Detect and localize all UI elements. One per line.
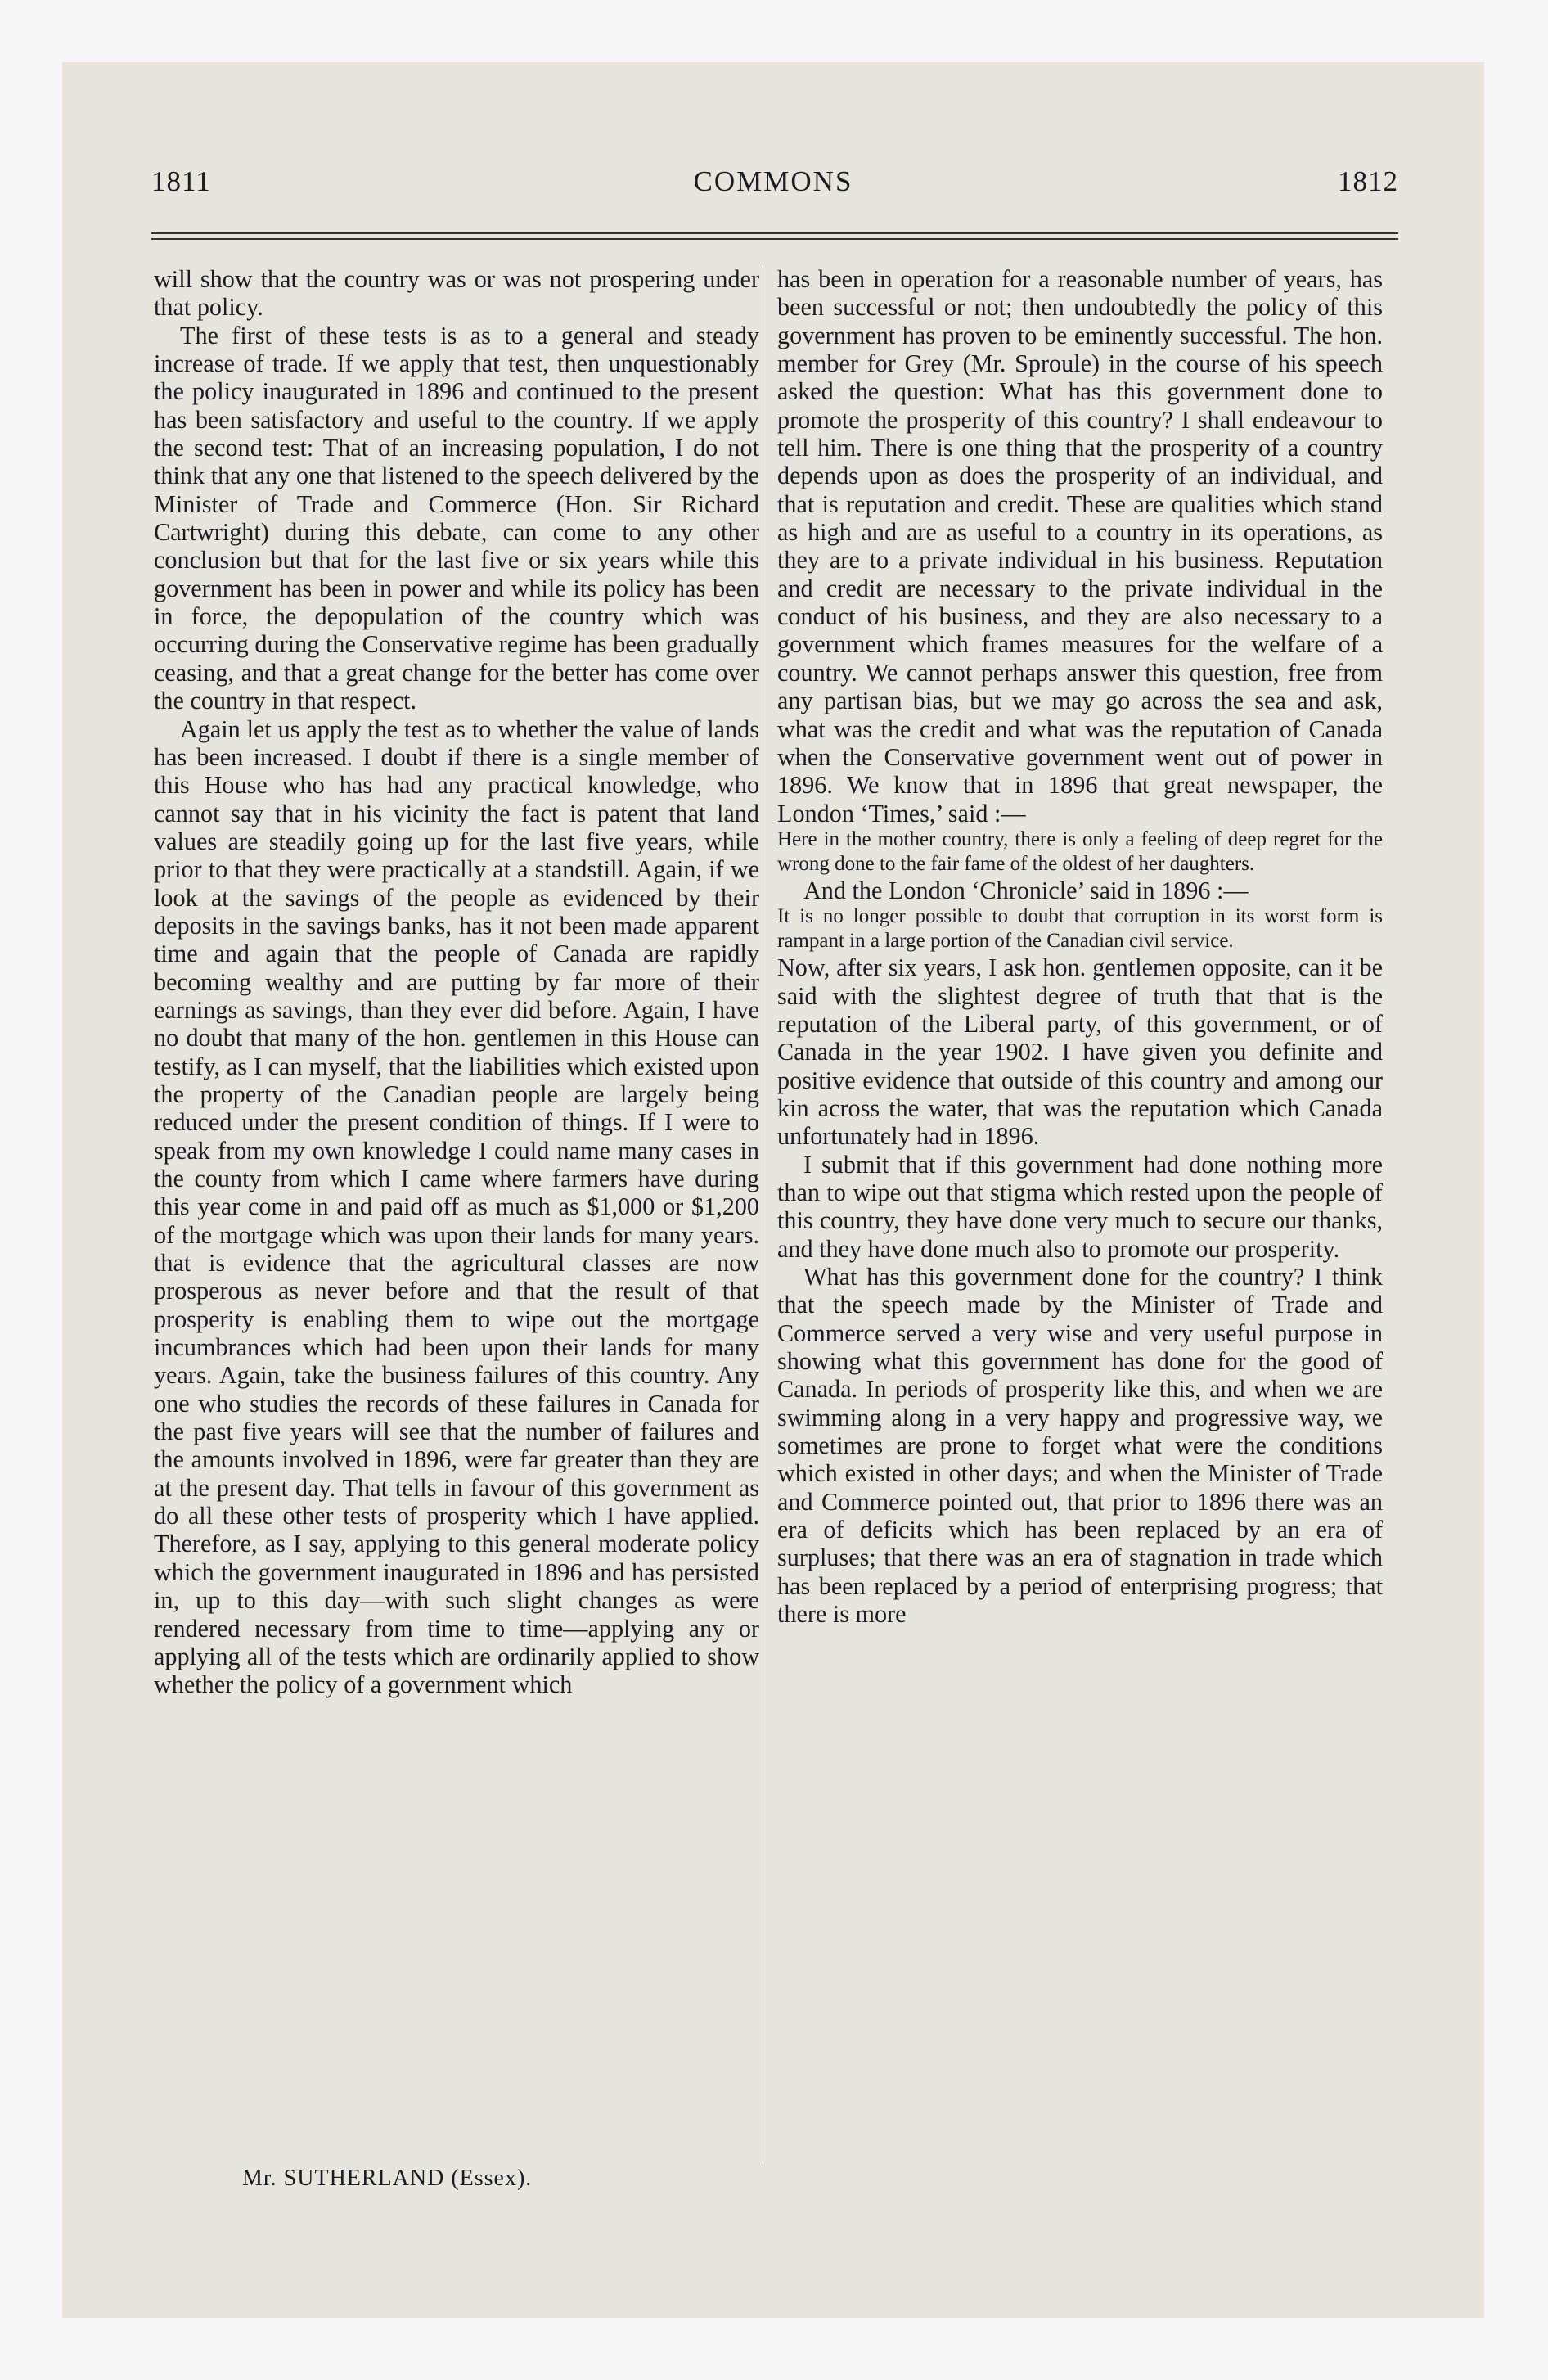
header-rule-top [151, 232, 1398, 234]
paragraph: And the London ‘Chronicle’ said in 1896 :— [803, 876, 1249, 904]
paragraph: I submit that if this government had done nothing more than to wipe out that stigma which rested upon the people of this country, they have done very much to secure our thanks, and they have done much also to promote our prosperity. [777, 1150, 1383, 1263]
paragraph: has been in operation for a reasonable number of years, has been successful or not; then undoubtedly the policy of this government has proven to be eminently successful. The hon. member for Grey (Mr. Sproule) in the course of his speech asked the question: What has this government done to promote the prosperity of this country? I shall endeavour to tell him. There is one thing that the prosperity of a country depends upon as does the prosperity of an individual, and that is reputation and credit. These are qualities which stand as high and are as useful to a country in its operations, as they are to a private individual in his business. Reputation and credit are necessary to the private individual in the conduct of his business, and they are also necessary to a government which frames measures for the welfare of a country. We cannot perhaps answer this question, free from any partisan bias, but we may go across the sea and ask, what was the credit and what was the reputation of Canada when the Conservative government went out of power in 1896. We know that in 1896 that great newspaper, the London ‘Times,’ said :— [777, 265, 1383, 827]
paragraph: What has this government done for the country? I think that the speech made by the Minister of Trade and Commerce served a very wise and very useful purpose in showing what this government has done for the good of Canada. In periods of prosperity like this, and when we are swimming along in a very happy and progressive way, we sometimes are prone to forget what were the conditions which existed in other days; and when the Minister of Trade and Commerce pointed out, that prior to 1896 there was an era of deficits which has been replaced by an era of surpluses; that there was an era of stagnation in trade which has been replaced by a period of enterprising progress; that there is more [777, 1263, 1383, 1629]
paragraph: Now, after six years, I ask hon. gentlemen opposite, can it be said with the slightest degree of truth that that is the reputation of the Liberal party, of this government, or of Canada in the year 1902. I have given you definite and positive evidence that outside of this country and among our kin across the water, that was the reputation which Canada unfortunately had in 1896. [777, 953, 1383, 1151]
scanned-page [62, 62, 1484, 2318]
paragraph: will show that the country was or was not prospering under that policy. [154, 265, 759, 322]
block-quote: It is no longer possible to doubt that corruption in its worst form is rampant in a large portion of the Canadian civil service. [777, 905, 1383, 953]
page-number-right: 1812 [1338, 165, 1398, 197]
running-head: COMMONS [693, 165, 853, 197]
paragraph: Again let us apply the test as to whether the value of lands has been increased. I doubt if there is a single member of this House who has had any practical knowledge, who cannot say that in his vicinity the fact is patent that land values are steadily going up for the last five years, while prior to that they were practically at a standstill. Again, if we look at the savings of the people as evidenced by their deposits in the savings banks, has it not been made apparent time and again that the people of Canada are rapidly becoming wealthy and are putting by far more of their earnings as savings, than they ever did before. Again, I have no doubt that many of the hon. gentlemen in this House can testify, as I can myself, that the liabilities which existed upon the property of the Canadian people are largely being reduced under the present condition of things. If I were to speak from my own knowledge I could name many cases in the county from which I came where farmers have during this year come in and paid off as much as $1,000 or $1,200 of the mortgage which was upon their lands for many years. that is evidence that the agricultural classes are now prosperous as never before and that the result of that prosperity is enabling them to wipe out the mortgage incumbrances which had been upon their lands for many years. Again, take the business failures of this country. Any one who studies the records of these failures in Canada for the past five years will see that the number of failures and the amounts involved in 1896, were far greater than they are at the present day. That tells in favour of this government as do all these other tests of prosperity which I have applied. Therefore, as I say, applying to this general moderate policy which the government inaugurated in 1896 and has persisted in, up to this day—with such slight changes as were rendered necessary from time to time—applying any or applying all of the tests which are ordinarily applied to show whether the policy of a government which [154, 714, 759, 1699]
page-header [62, 165, 1484, 211]
left-column [154, 265, 759, 1699]
speaker-footer: Mr. SUTHERLAND (Essex). [242, 2166, 533, 2191]
paragraph: The first of these tests is as to a general and steady increase of trade. If we apply that test, then unquestionably the policy inaugurated in 1896 and continued to the present has been satisfactory and useful to the country. If we apply the second test: That of an increasing population, I do not think that any one that listened to the speech delivered by the Minister of Trade and Commerce (Hon. Sir Richard Cartwright) during this debate, can come to any other conclusion but that for the last five or six years while this government has been in power and while its policy has been in force, the depopulation of the country which was occurring during the Conservative regime has been gradually ceasing, and that a great change for the better has come over the country in that respect. [154, 321, 759, 715]
header-rule-bottom [151, 238, 1398, 240]
page-number-left: 1811 [151, 165, 211, 197]
block-quote: Here in the mother country, there is only a feeling of deep regret for the wrong done to the fair fame of the oldest of her daughters. [777, 827, 1383, 875]
right-column [777, 265, 1383, 1628]
